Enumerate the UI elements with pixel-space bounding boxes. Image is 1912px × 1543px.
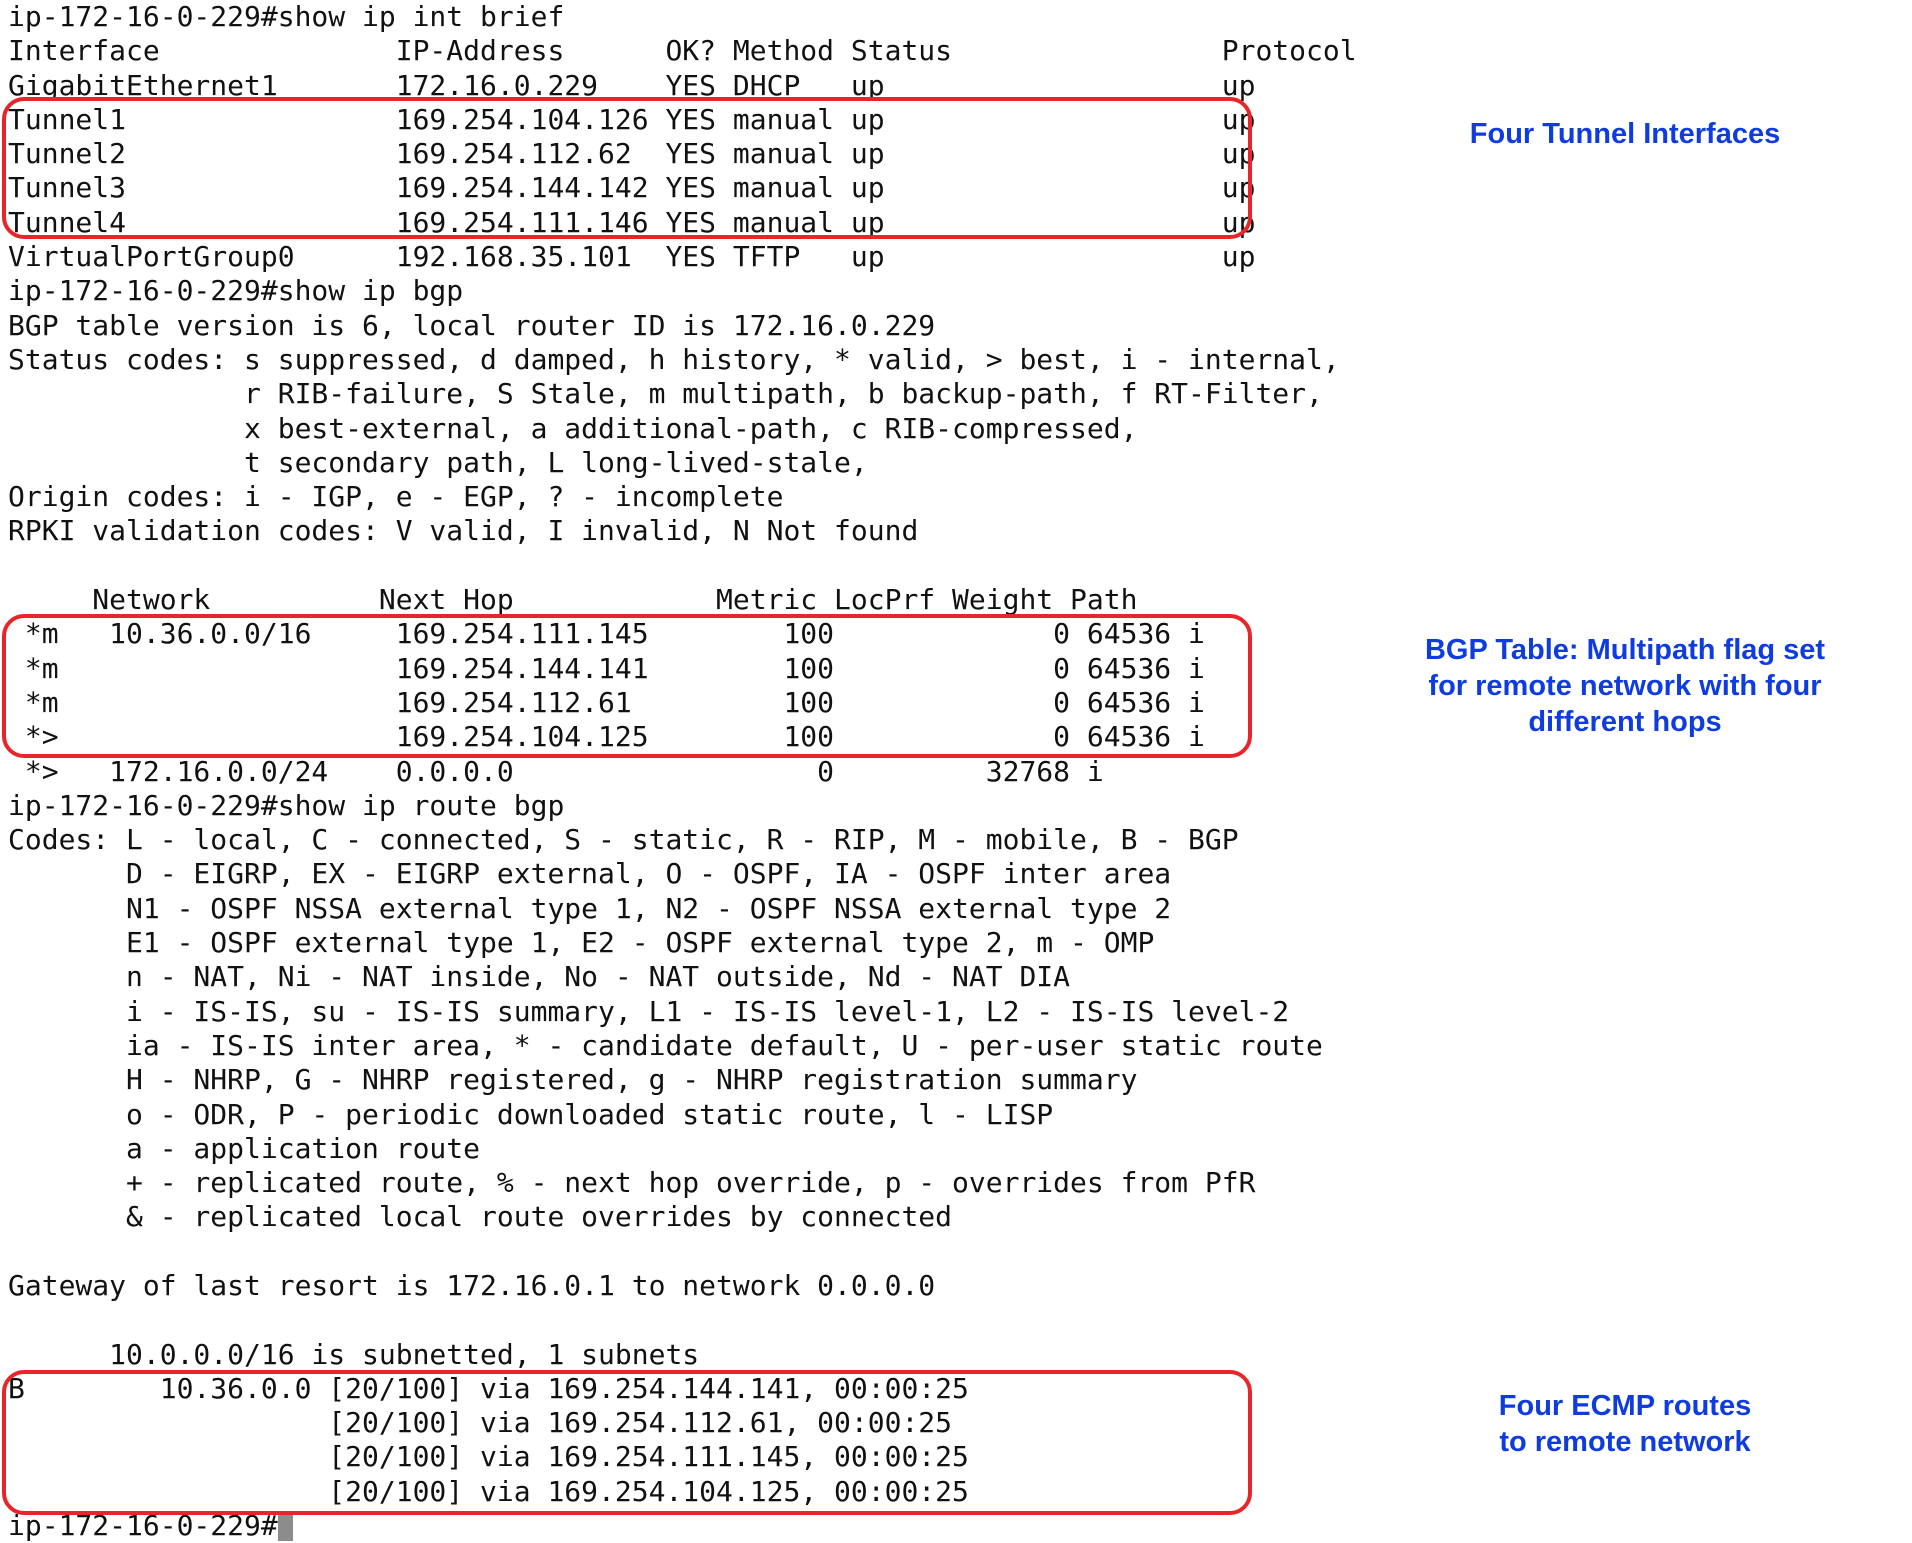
terminal-line: GigabitEthernet1 172.16.0.229 YES DHCP up up — [8, 68, 1256, 102]
terminal-line — [8, 1235, 1357, 1269]
terminal-line — [8, 549, 1357, 583]
terminal-line: *m 169.254.144.141 100 0 64536 i — [8, 651, 1205, 685]
terminal-line: ip-172-16-0-229#show ip route bgp — [8, 788, 565, 822]
terminal-line: RPKI validation codes: V valid, I invalid, N Not found — [8, 514, 919, 548]
bgp-multipath-highlight — [2, 614, 1252, 758]
terminal-line: E1 - OSPF external type 1, E2 - OSPF external type 2, m - OMP — [8, 926, 1155, 960]
terminal-line: N1 - OSPF NSSA external type 1, N2 - OSPF NSSA external type 2 — [8, 891, 1172, 925]
terminal-line: Tunnel3 169.254.144.142 YES manual up up — [8, 171, 1256, 205]
annotation-line: for remote network with four — [1428, 670, 1822, 702]
terminal-line: Network Next Hop Metric LocPrf Weight Path — [8, 583, 1138, 617]
annotation-line: Four Tunnel Interfaces — [1469, 118, 1781, 150]
terminal-line: i - IS-IS, su - IS-IS summary, L1 - IS-IS level-1, L2 - IS-IS level-2 — [8, 994, 1290, 1028]
terminal-line: ip-172-16-0-229#show ip bgp — [8, 274, 464, 308]
tunnel-interfaces-annotation — [1395, 116, 1855, 152]
terminal-line: ia - IS-IS inter area, * - candidate default, U - per-user static route — [8, 1028, 1323, 1062]
terminal-line: t secondary path, L long-lived-stale, — [8, 445, 868, 479]
terminal-line — [8, 1303, 1357, 1337]
terminal-line: x best-external, a additional-path, c RIB-compressed, — [8, 411, 1138, 445]
terminal-line: Interface IP-Address OK? Method Status Protocol — [8, 34, 1357, 68]
terminal-line: Origin codes: i - IGP, e - EGP, ? - incomplete — [8, 480, 784, 514]
terminal-line: a - application route — [8, 1131, 481, 1165]
terminal-line: o - ODR, P - periodic downloaded static route, l - LISP — [8, 1097, 1054, 1131]
terminal-line: Gateway of last resort is 172.16.0.1 to network 0.0.0.0 — [8, 1268, 936, 1302]
terminal-line: r RIB-failure, S Stale, m multipath, b backup-path, f RT-Filter, — [8, 377, 1323, 411]
terminal-line: Tunnel4 169.254.111.146 YES manual up up — [8, 205, 1256, 239]
terminal-line: B 10.36.0.0 [20/100] via 169.254.144.141, 00:00:25 — [8, 1371, 969, 1405]
annotation-line: to remote network — [1499, 1426, 1751, 1458]
terminal-line: *m 10.36.0.0/16 169.254.111.145 100 0 64536 i — [8, 617, 1205, 651]
terminal-line: *> 169.254.104.125 100 0 64536 i — [8, 720, 1205, 754]
terminal-line: D - EIGRP, EX - EIGRP external, O - OSPF, IA - OSPF inter area — [8, 857, 1172, 891]
tunnel-interfaces-highlight — [2, 97, 1252, 239]
terminal-line: *> 172.16.0.0/24 0.0.0.0 0 32768 i — [8, 754, 1104, 788]
terminal-line: Codes: L - local, C - connected, S - static, R - RIP, M - mobile, B - BGP — [8, 823, 1239, 857]
terminal-line: Status codes: s suppressed, d damped, h history, * valid, > best, i - internal, — [8, 342, 1340, 376]
annotation-line: different hops — [1528, 706, 1722, 738]
annotation-line: BGP Table: Multipath flag set — [1424, 634, 1826, 666]
terminal-line: *m 169.254.112.61 100 0 64536 i — [8, 685, 1205, 719]
annotation-line: Four ECMP routes — [1498, 1390, 1752, 1422]
terminal-line: Tunnel2 169.254.112.62 YES manual up up — [8, 137, 1256, 171]
bgp-multipath-annotation — [1395, 632, 1855, 740]
terminal-line: + - replicated route, % - next hop override, p - overrides from PfR — [8, 1166, 1256, 1200]
terminal-line: ip-172-16-0-229#show ip int brief — [8, 0, 565, 33]
terminal-line: BGP table version is 6, local router ID is 172.16.0.229 — [8, 308, 936, 342]
ecmp-routes-highlight — [2, 1370, 1252, 1515]
terminal-line: n - NAT, Ni - NAT inside, No - NAT outside, Nd - NAT DIA — [8, 960, 1071, 994]
terminal-prompt: ip-172-16-0-229# — [8, 1509, 278, 1543]
terminal-line: VirtualPortGroup0 192.168.35.101 YES TFTP up up — [8, 240, 1256, 274]
terminal-line: & - replicated local route overrides by connected — [8, 1200, 953, 1234]
terminal-line: [20/100] via 169.254.104.125, 00:00:25 — [8, 1474, 969, 1508]
terminal-line: [20/100] via 169.254.111.145, 00:00:25 — [8, 1440, 969, 1474]
terminal-line: 10.0.0.0/16 is subnetted, 1 subnets — [8, 1337, 700, 1371]
terminal-line: H - NHRP, G - NHRP registered, g - NHRP registration summary — [8, 1063, 1138, 1097]
ecmp-routes-annotation — [1395, 1388, 1855, 1460]
terminal-line: Tunnel1 169.254.104.126 YES manual up up — [8, 102, 1256, 136]
terminal-line: [20/100] via 169.254.112.61, 00:00:25 — [8, 1406, 953, 1440]
terminal-cursor — [278, 1511, 293, 1541]
